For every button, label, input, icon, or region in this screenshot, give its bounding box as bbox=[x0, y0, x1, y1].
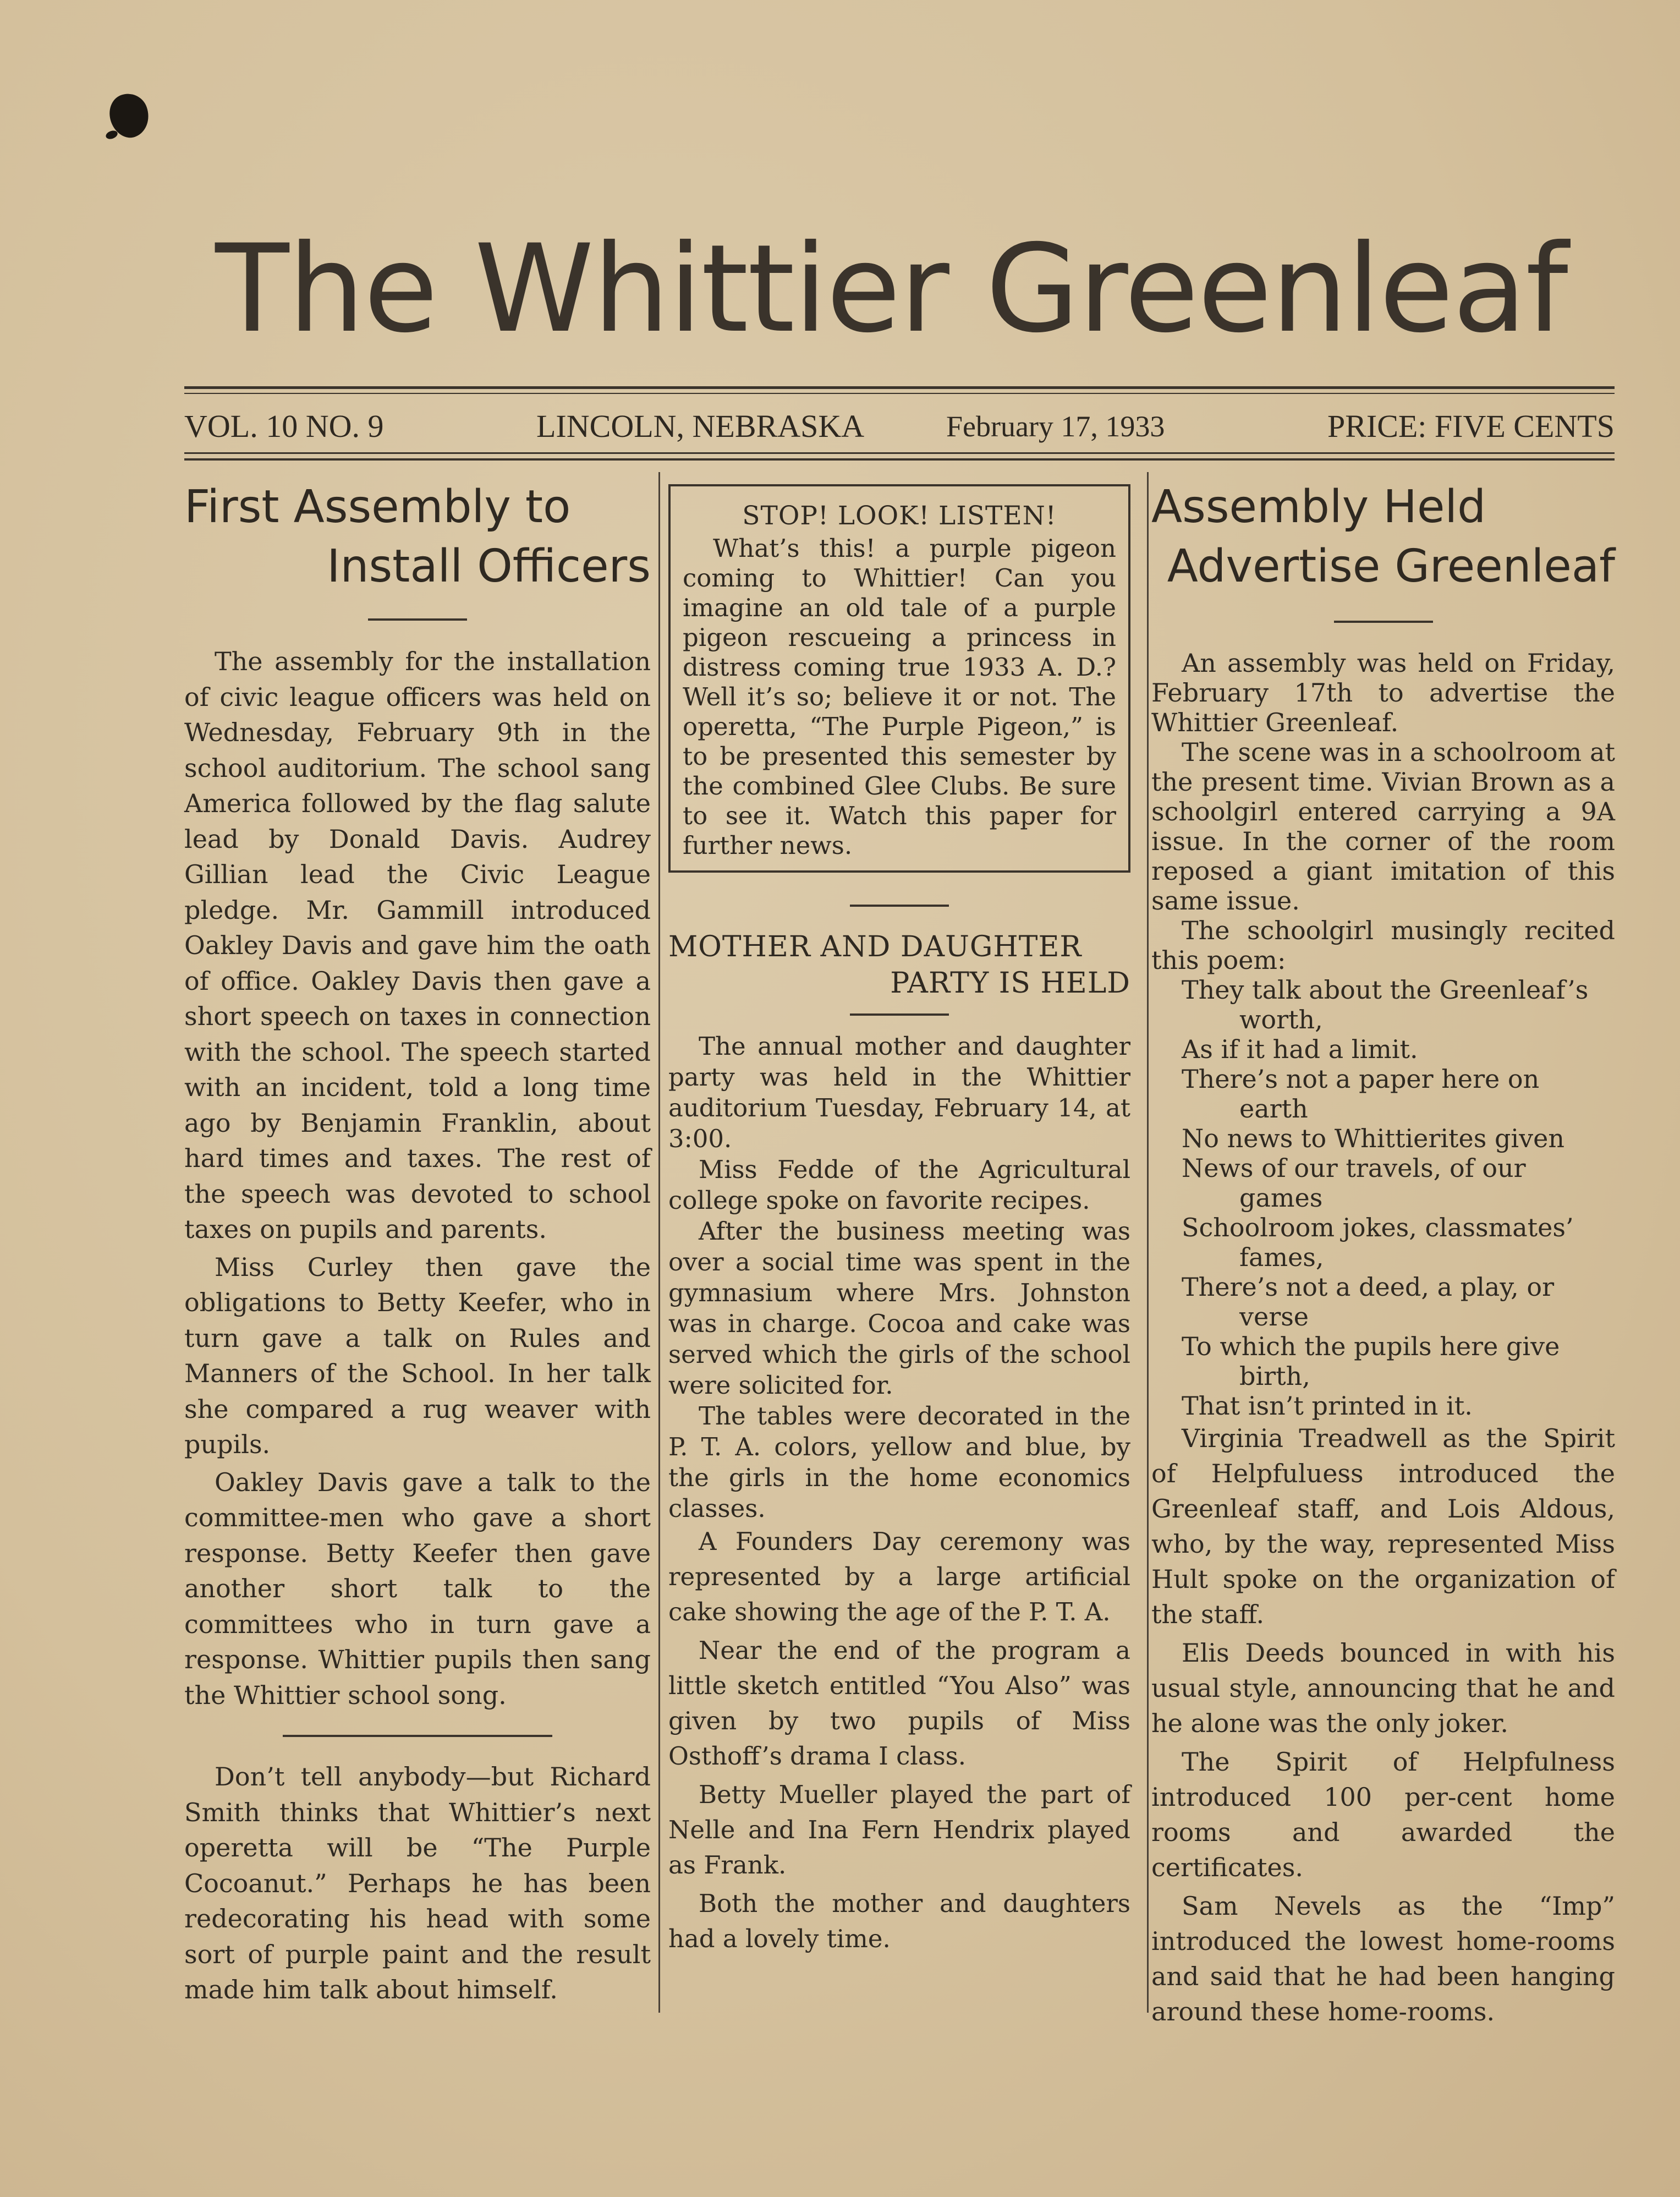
column-2 bbox=[668, 478, 1130, 1957]
poem-line: Schoolroom jokes, classmates’ bbox=[1182, 1213, 1574, 1242]
article-paragraph: The Spirit of Helpfulness introduced 100 per-cent home rooms and awarded the certificates. bbox=[1151, 1747, 1615, 1882]
poem-line: They talk about the Greenleaf’s bbox=[1182, 975, 1589, 1005]
poem-line: earth bbox=[1239, 1094, 1308, 1124]
headline-line-2: Install Officers bbox=[327, 540, 651, 593]
gossip-paragraph: Don’t tell anybody—but Richard Smith thinks that Whittier’s next operetta will be “The Purple Cocoanut.” Perhaps he has been redecorating his head with some sort of purple paint and the result made him talk about himself. bbox=[184, 1762, 651, 2004]
headline-mother-daughter bbox=[668, 929, 1130, 1001]
section-divider bbox=[283, 1735, 552, 1737]
article-paragraph: The scene was in a schoolroom at the present time. Vivian Brown as a schoolgirl entered carrying a 9A issue. In the corner of the room reposed a giant imitation of this same issue. bbox=[1151, 737, 1615, 916]
column-divider-2 bbox=[1147, 472, 1149, 2013]
article-paragraph: Elis Deeds bounced in with his usual style, announcing that he and he alone was the only joker. bbox=[1151, 1638, 1615, 1738]
section-divider bbox=[850, 905, 949, 907]
article-paragraph: Miss Curley then gave the obligations to Betty Keefer, who in turn gave a talk on Rules and Manners of the School. In her talk she compared a rug weaver with pupils. bbox=[184, 1252, 651, 1459]
column-3 bbox=[1151, 478, 1615, 2029]
headline-first-assembly bbox=[184, 478, 651, 596]
masthead-rule-top-thin bbox=[184, 393, 1615, 394]
article-paragraph: Both the mother and daughters had a lovely time. bbox=[668, 1889, 1130, 1953]
box-title: STOP! LOOK! LISTEN! bbox=[742, 501, 1057, 531]
masthead-rule-top bbox=[184, 386, 1615, 389]
newspaper-title: The Whittier Greenleaf bbox=[215, 218, 1567, 359]
headline-line-2: Advertise Greenleaf bbox=[1167, 540, 1615, 593]
article-paragraph: Betty Mueller played the part of Nelle and Ina Fern Hendrix played as Frank. bbox=[668, 1780, 1130, 1880]
dateline-rule-bottom bbox=[184, 452, 1615, 454]
headline-line-1: First Assembly to bbox=[184, 481, 571, 533]
poem-line: No news to Whittierites given bbox=[1182, 1124, 1564, 1153]
article-paragraph: Oakley Davis gave a talk to the committee-men who gave a short response. Betty Keefer then gave another short talk to the committees who in turn gave a response. Whittier pupils then sang the Whittier school song. bbox=[184, 1467, 651, 1710]
article-paragraph: The assembly for the installation of civic league officers was held on Wednesday, February 9th in the school auditorium. The school sang America followed by the flag salute lead by Donald Davis. Audrey Gillian lead the Civic League pledge. Mr. Gammill introduced Oakley Davis and gave him the oath of office. Oakley Davis then gave a short speech on taxes in connection with the school. The speech started with an incident, told a long time ago by Benjamin Franklin, about hard times and taxes. The rest of the speech was devoted to school taxes on pupils and parents. bbox=[184, 647, 651, 1244]
article-paragraph: After the business meeting was over a social time was spent in the gymnasium where Mrs. Johnston was in charge. Cocoa and cake was served which the girls of the school were solicited for. bbox=[668, 1217, 1130, 1400]
issue-date: February 17, 1933 bbox=[946, 410, 1165, 443]
poem-line: There’s not a deed, a play, or bbox=[1182, 1272, 1555, 1302]
column-divider-1 bbox=[658, 472, 660, 2013]
poem-line: There’s not a paper here on bbox=[1182, 1064, 1540, 1094]
article-paragraph: Near the end of the program a little sketch entitled “You Also” was given by two pupils of Miss Osthoff’s drama I class. bbox=[668, 1636, 1130, 1771]
section-divider bbox=[368, 618, 467, 621]
article-paragraph: Virginia Treadwell as the Spirit of Helpfuluess introduced the Greenleaf staff, and Lois Aldous, who, by the way, represented Miss Hult spoke on the organization of the staff. bbox=[1151, 1423, 1615, 1629]
poem-line: worth, bbox=[1239, 1005, 1323, 1034]
announcement-box bbox=[668, 484, 1130, 873]
poem-line: birth, bbox=[1239, 1361, 1310, 1391]
article-paragraph: The annual mother and daughter party was held in the Whittier auditorium Tuesday, February 14, at 3:00. bbox=[668, 1032, 1130, 1153]
location: LINCOLN, NEBRASKA bbox=[536, 408, 865, 444]
box-text: What’s this! a purple pigeon coming to Whittier! Can you imagine an old tale of a purple pigeon rescueing a princess in distress coming true 1933 A. D.? Well it’s so; believe it or not. The operetta, “The Purple Pigeon,” is to be presented this semester by the combined Glee Clubs. Be sure to see it. Watch this paper for further news. bbox=[683, 534, 1116, 860]
section-divider bbox=[850, 1013, 949, 1016]
article-paragraph: An assembly was held on Friday, February 17th to advertise the Whittier Greenleaf. bbox=[1151, 648, 1615, 737]
dateline-rule-bottom-thick bbox=[184, 458, 1615, 461]
headline-line-2: PARTY IS HELD bbox=[890, 967, 1130, 1000]
ink-blot-stain bbox=[103, 88, 155, 143]
section-divider bbox=[1334, 621, 1433, 623]
poem-line: games bbox=[1239, 1183, 1323, 1213]
article-paragraph: Miss Fedde of the Agricultural college spoke on favorite recipes. bbox=[668, 1155, 1130, 1215]
article-paragraph: A Founders Day ceremony was represented by a large artificial cake showing the age of the P. T. A. bbox=[668, 1527, 1130, 1626]
headline-line-1: Assembly Held bbox=[1151, 481, 1486, 533]
poem-line: News of our travels, of our bbox=[1182, 1153, 1526, 1183]
dateline bbox=[184, 404, 1615, 448]
poem bbox=[1151, 975, 1615, 1421]
price: PRICE: FIVE CENTS bbox=[1327, 408, 1615, 444]
headline-assembly-held bbox=[1151, 478, 1615, 596]
poem-line: verse bbox=[1239, 1302, 1309, 1332]
article-paragraph: Sam Nevels as the “Imp” introduced the lowest home-rooms and said that he had been hanging around these home-rooms. bbox=[1151, 1891, 1615, 2026]
poem-line: To which the pupils here give bbox=[1182, 1332, 1560, 1361]
poem-line: fames, bbox=[1239, 1242, 1324, 1272]
poem-line: That isn’t printed in it. bbox=[1182, 1391, 1473, 1421]
article-paragraph: The tables were decorated in the P. T. A. colors, yellow and blue, by the girls in the home economics classes. bbox=[668, 1401, 1130, 1523]
headline-line-1: MOTHER AND DAUGHTER bbox=[668, 930, 1082, 963]
poem-line: As if it had a limit. bbox=[1182, 1034, 1418, 1064]
volume-number: VOL. 10 NO. 9 bbox=[184, 408, 384, 444]
article-paragraph: The schoolgirl musingly recited this poem: bbox=[1151, 916, 1615, 975]
column-1 bbox=[184, 478, 651, 2008]
